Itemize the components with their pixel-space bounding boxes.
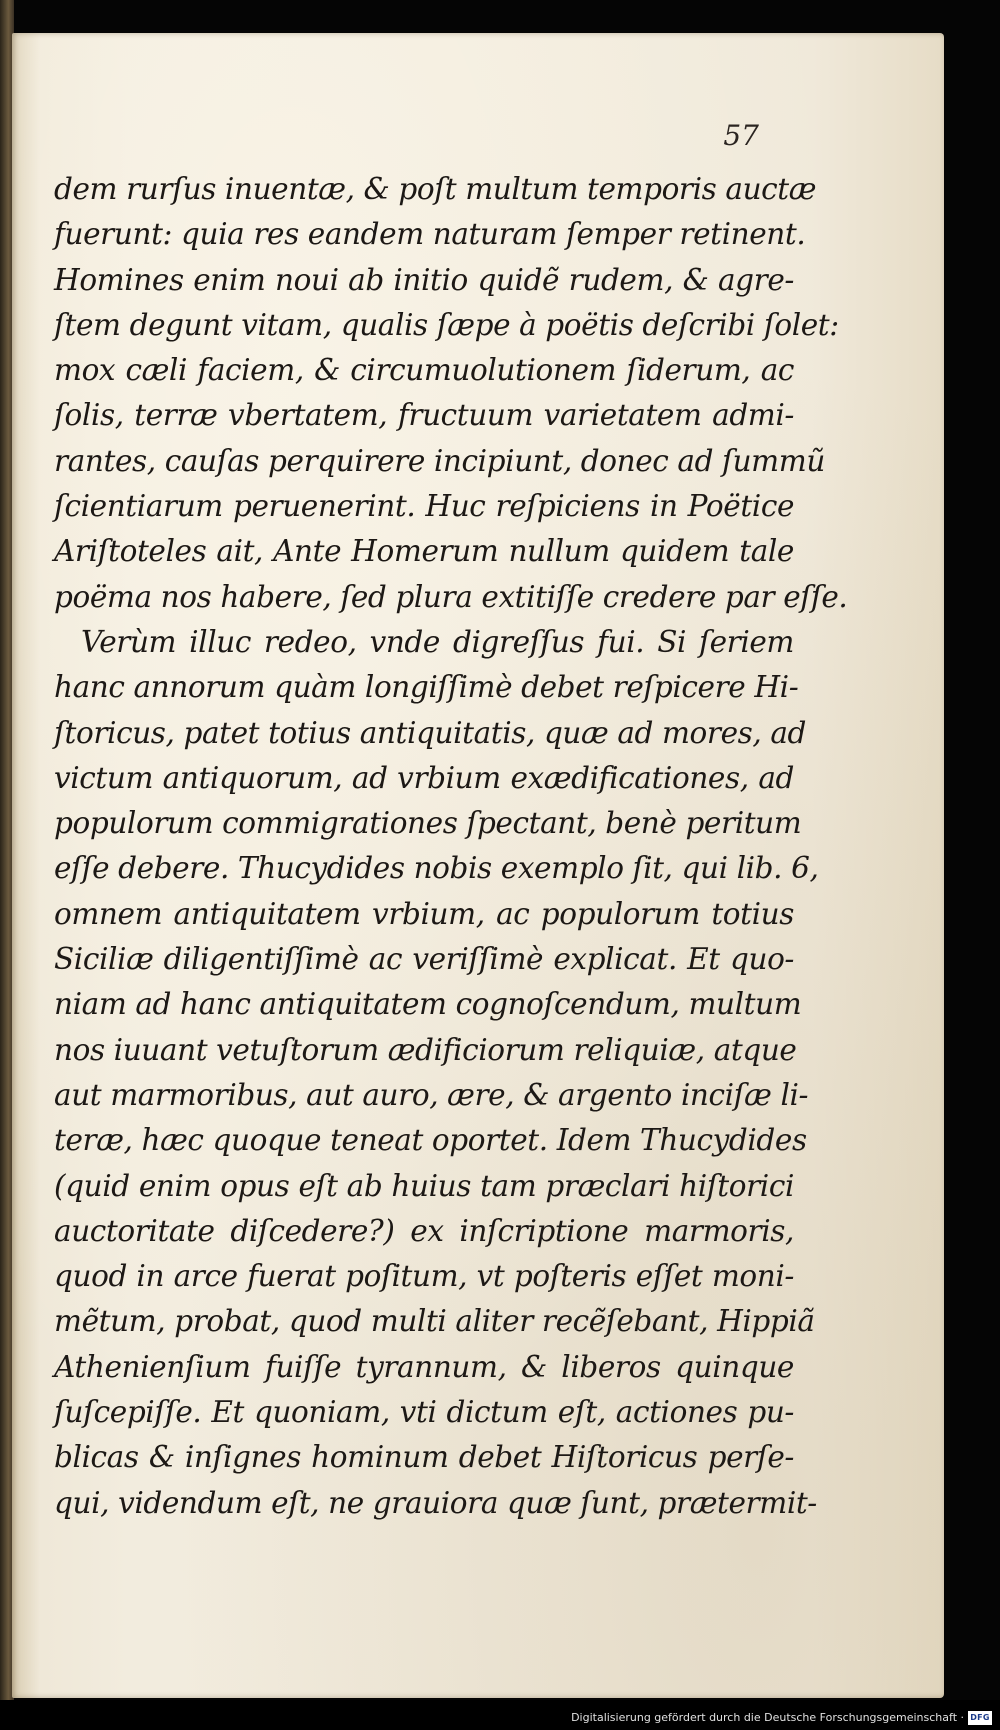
text-line: fuerunt: quia res eandem naturam ſemper retinent. — [54, 217, 806, 252]
text-line: (quid enim opus eſt ab huius tam præclari hiſtorici — [54, 1168, 794, 1203]
text-line: eſſe debere. Thucydides nobis exemplo ſit, qui lib. 6, — [54, 851, 819, 886]
funding-credit: Digitalisierung gefördert durch die Deutsche Forschungsgemeinschaft · — [571, 1711, 964, 1724]
text-line: ſcientiarum peruenerint. Huc reſpiciens in Poëtice — [54, 489, 794, 524]
text-line: Verùm illuc redeo, vnde digreſſus fui. Si ſeriem — [81, 624, 794, 659]
text-line: ſtoricus, patet totius antiquitatis, quæ ad mores, ad — [54, 715, 807, 750]
text-line: aut marmoribus, aut auro, ære, & argento inciſæ li- — [54, 1077, 809, 1112]
page-number: 57 — [723, 119, 759, 152]
text-line: mẽtum, probat, quod multi aliter recẽſebant, Hippiã — [54, 1304, 815, 1339]
text-line: Athenienſium fuiſſe tyrannum, & liberos quinque — [54, 1349, 794, 1384]
text-line: qui, videndum eſt, ne grauiora quæ ſunt, prætermit- — [54, 1485, 817, 1520]
text-line: hanc annorum quàm longiſſimè debet reſpicere Hi- — [54, 670, 799, 705]
page-paper — [12, 33, 944, 1698]
text-line: blicas & inſignes hominum debet Hiſtoricus perſe- — [54, 1440, 794, 1475]
text-line: ſuſcepiſſe. Et quoniam, vti dictum eſt, actiones pu- — [54, 1395, 794, 1430]
text-line: ſtem degunt vitam, qualis ſæpe à poëtis deſcribi ſolet: — [54, 307, 839, 342]
text-line: omnem antiquitatem vrbium, ac populorum totius — [54, 896, 794, 931]
text-line: victum antiquorum, ad vrbium exædificationes, ad — [54, 760, 794, 795]
text-line: populorum commigrationes ſpectant, benè peritum — [54, 806, 802, 841]
text-line: auctoritate diſcedere?) ex inſcriptione marmoris, — [54, 1213, 794, 1248]
dfg-logo: DFG — [968, 1711, 992, 1725]
text-line: mox cæli faciem, & circumuolutionem ſiderum, ac — [54, 353, 794, 388]
page-text — [54, 167, 848, 1526]
text-line: rantes, cauſas perquirere incipiunt, donec ad ſummũ — [54, 443, 825, 478]
text-line: poëma nos habere, ſed plura extitiſſe credere par eſſe. — [54, 579, 848, 614]
digitization-footer — [0, 1700, 1000, 1730]
text-line: Ariſtoteles ait, Ante Homerum nullum quidem tale — [54, 534, 794, 569]
text-line: Siciliæ diligentiſſimè ac veriſſimè explicat. Et quo- — [54, 942, 794, 977]
text-line: ſolis, terræ vbertatem, fructuum varietatem admi- — [54, 398, 794, 433]
text-line: teræ, hæc quoque teneat oportet. Idem Thucydides — [54, 1123, 807, 1158]
text-line: dem rurſus inuentæ, & poſt multum temporis auctæ — [54, 172, 817, 206]
text-line: quod in arce fuerat poſitum, vt poſteris eſſet moni- — [54, 1259, 794, 1294]
text-line: Homines enim noui ab initio quidẽ rudem, & agre- — [54, 262, 794, 297]
text-line: niam ad hanc antiquitatem cognoſcendum, multum — [54, 987, 802, 1022]
text-line: nos iuuant vetuſtorum ædificiorum reliquiæ, atque — [54, 1032, 797, 1067]
